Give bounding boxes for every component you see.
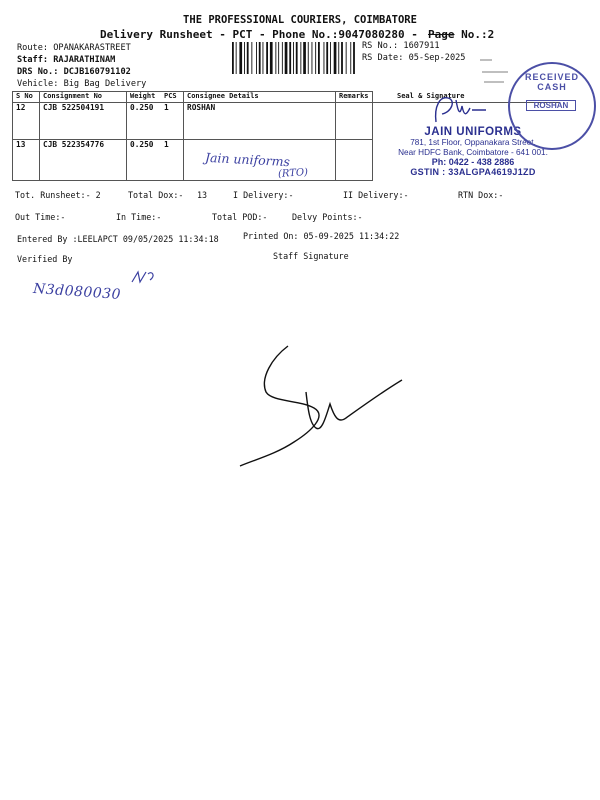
barcode-bar	[285, 42, 288, 74]
barcode-bar	[330, 42, 331, 74]
cell-pcs: 1	[161, 140, 184, 181]
barcode-bar	[341, 42, 343, 74]
barcode-bar	[282, 42, 283, 74]
total-dox-value: 13	[197, 190, 208, 200]
col-remarks: Remarks	[336, 92, 373, 103]
verified-initials	[130, 268, 160, 288]
barcode-bar	[318, 42, 320, 74]
page-number	[428, 28, 494, 41]
barcode-bar	[263, 42, 264, 74]
barcode-bar	[278, 42, 279, 74]
barcode-bar	[275, 42, 276, 74]
barcode-bar	[334, 42, 337, 74]
barcode-bar	[251, 42, 252, 74]
total-dox-label: Total Dox:-	[128, 190, 184, 200]
cell-weight: 0.250	[127, 103, 162, 140]
staff-signature	[236, 344, 406, 470]
drs-number: DRS No.: DCJB160791102	[17, 67, 131, 77]
page-prefix: Page	[428, 28, 455, 41]
barcode-bar	[239, 42, 242, 74]
barcode-bar	[353, 42, 355, 74]
barcode-bar	[308, 42, 309, 74]
col-weight: Weight	[127, 92, 162, 103]
verified-scrawl: N3d080030	[32, 280, 122, 304]
total-runsheet: Tot. Runsheet:- 2	[15, 190, 101, 200]
barcode-bar	[270, 42, 273, 74]
staff-label: Staff: RAJARATHINAM	[17, 55, 116, 65]
barcode	[232, 42, 356, 74]
barcode-bar	[300, 42, 301, 74]
barcode-bar	[293, 42, 294, 74]
cell-pcs: 1	[161, 103, 184, 140]
barcode-bar	[232, 42, 234, 74]
rtn-dox: RTN Dox:-	[458, 190, 504, 200]
stamp-gstin: GSTIN : 33ALGPA4619J1ZD	[410, 167, 536, 177]
barcode-bar	[326, 42, 328, 74]
barcode-bar	[256, 42, 257, 74]
barcode-bar	[312, 42, 313, 74]
stamp-address-1: 781, 1st Floor, Oppanakara Street,	[410, 138, 536, 147]
total-pod: Total POD:-	[212, 212, 268, 222]
received-cash-stamp	[508, 62, 596, 150]
in-time: In Time:-	[116, 212, 162, 222]
barcode-bar	[236, 42, 237, 74]
col-consignee: Consignee Details	[184, 92, 336, 103]
faint-stamp-mark	[478, 52, 518, 92]
staff-signature-label: Staff Signature	[273, 251, 349, 261]
consignee-signature	[430, 92, 490, 126]
delvy-points: Delvy Points:-	[292, 212, 363, 222]
cell-weight: 0.250	[127, 140, 162, 181]
barcode-bar	[266, 42, 268, 74]
stamp-phone: Ph: 0422 - 438 2886	[431, 157, 515, 167]
cell-consignee: ROSHAN	[184, 103, 336, 140]
ii-delivery: II Delivery:-	[343, 190, 409, 200]
barcode-bar	[247, 42, 249, 74]
rs-date: RS Date: 05-Sep-2025	[362, 53, 466, 63]
verified-by: Verified By	[17, 254, 73, 264]
col-pcs: PCS	[161, 92, 184, 103]
company-title: THE PROFESSIONAL COURIERS, COIMBATORE	[183, 14, 417, 26]
cell-remarks	[336, 103, 373, 140]
page-label: No.:2	[454, 28, 495, 41]
cell-sno: 13	[13, 140, 40, 181]
entered-by: Entered By :LEELAPCT 09/05/2025 11:34:18	[17, 234, 219, 244]
barcode-bar	[324, 42, 325, 74]
col-sno: S No	[13, 92, 40, 103]
vehicle-label: Vehicle: Big Bag Delivery	[17, 79, 147, 89]
cell-consignment: CJB 522354776	[40, 140, 127, 181]
stamp-company-name: JAIN UNIFORMS	[424, 126, 522, 138]
runsheet-subtitle: Delivery Runsheet - PCT - Phone No.:9047080280 -	[100, 28, 418, 41]
barcode-bar	[244, 42, 245, 74]
handwritten-note-rto: (RTO)	[277, 166, 309, 181]
barcode-bar	[350, 42, 351, 74]
col-signature: Seal & Signature	[373, 92, 561, 103]
barcode-bar	[315, 42, 316, 74]
barcode-bar	[296, 42, 298, 74]
i-delivery: I Delivery:-	[233, 190, 294, 200]
barcode-bar	[346, 42, 347, 74]
stamp-address-2: Near HDFC Bank, Coimbatore - 641 001.	[398, 147, 548, 157]
cell-consignment: CJB 522504191	[40, 103, 127, 140]
rs-number: RS No.: 1607911	[362, 41, 440, 51]
received-cash-text: RECEIVED CASH	[524, 72, 579, 92]
cell-sno: 12	[13, 103, 40, 140]
col-consignment: Consignment No	[40, 92, 127, 103]
received-cash-name: ROSHAN	[526, 100, 576, 111]
printed-on: Printed On: 05-09-2025 11:34:22	[243, 231, 400, 241]
route-label: Route: OPANAKARASTREET	[17, 43, 131, 53]
out-time: Out Time:-	[15, 212, 66, 222]
handwritten-note: Jain uniforms	[204, 149, 291, 170]
barcode-bar	[289, 42, 291, 74]
barcode-bar	[259, 42, 261, 74]
barcode-bar	[338, 42, 339, 74]
barcode-bar	[303, 42, 306, 74]
cell-remarks	[336, 140, 373, 181]
